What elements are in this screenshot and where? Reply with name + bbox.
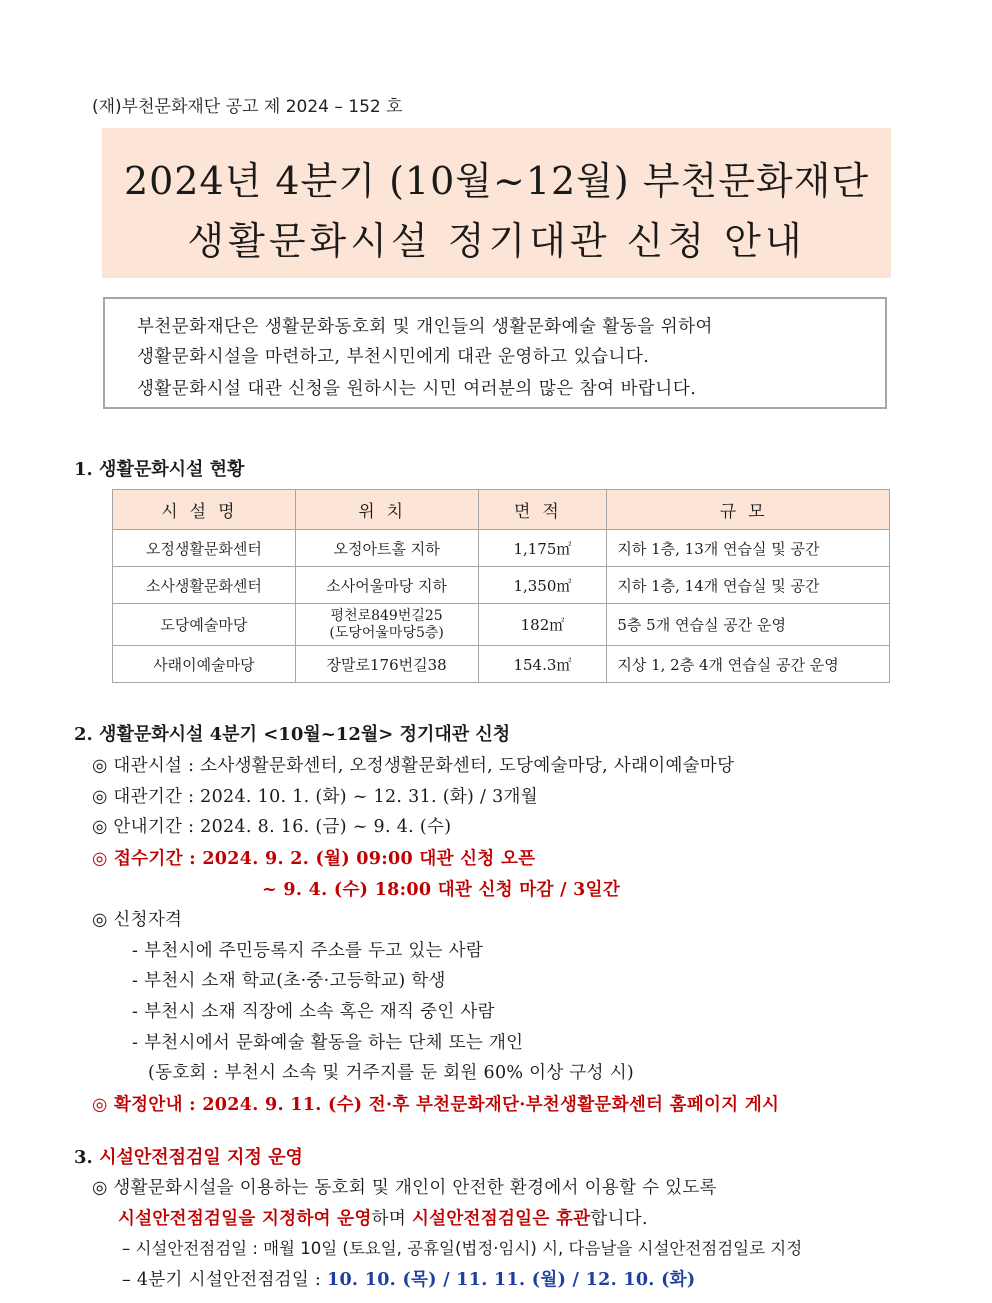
title-line-2: 생활문화시설 정기대관 신청 안내 bbox=[187, 219, 806, 263]
facility-area: 1,350㎡ bbox=[478, 567, 607, 604]
facility-area: 154.3㎡ bbox=[478, 646, 607, 683]
facility-scale: 지상 1, 2층 4개 연습실 공간 운영 bbox=[607, 646, 890, 683]
header-location: 위치 bbox=[295, 490, 478, 530]
facility-area: 182㎡ bbox=[478, 604, 607, 646]
confirmation-notice: ◎ 확정안내 : 2024. 9. 11. (수) 전·후 부천문화재단·부천생활문화센터 홈페이지 게시 bbox=[92, 1095, 780, 1115]
table-row bbox=[113, 604, 890, 646]
facility-location-line-2: (도당어울마당5층) bbox=[329, 624, 444, 641]
intro-line-2: 생활문화시설을 마련하고, 부천시민에게 대관 운영하고 있습니다. bbox=[137, 347, 650, 367]
intro-box bbox=[103, 297, 887, 409]
header-area: 면적 bbox=[478, 490, 607, 530]
safety-closure-line bbox=[118, 1205, 648, 1230]
table-header-row bbox=[113, 490, 890, 530]
safety-end-text: 합니다. bbox=[590, 1209, 648, 1229]
facility-scale: 5층 5개 연습실 공간 운영 bbox=[607, 604, 890, 646]
intro-line-1: 부천문화재단은 생활문화동호회 및 개인들의 생활문화예술 활동을 위하여 bbox=[137, 317, 713, 337]
intro-line-3: 생활문화시설 대관 신청을 원하시는 시민 여러분의 많은 참여 바랍니다. bbox=[137, 379, 697, 399]
facility-table bbox=[112, 489, 890, 683]
section-2-title: 2. 생활문화시설 4분기 <10월~12월> 정기대관 신청 bbox=[74, 724, 511, 745]
rental-period: ◎ 대관기간 : 2024. 10. 1. (화) ~ 12. 31. (화) / 3개월 bbox=[92, 787, 538, 807]
facility-name: 소사생활문화센터 bbox=[113, 567, 296, 604]
facility-name: 도당예술마당 bbox=[113, 604, 296, 646]
facility-location: 소사어울마당 지하 bbox=[295, 567, 478, 604]
safety-intro: ◎ 생활문화시설을 이용하는 동호회 및 개인이 안전한 환경에서 이용할 수 있도록 bbox=[92, 1178, 717, 1198]
safety-dates-line bbox=[122, 1266, 695, 1291]
safety-schedule-rule: – 시설안전점검일 : 매월 10일 (토요일, 공휴일(법정·임시) 시, 다음날을 시설안전점검일로 지정 bbox=[122, 1239, 803, 1258]
title-banner bbox=[102, 128, 891, 278]
table-row bbox=[113, 646, 890, 683]
facility-name: 오정생활문화센터 bbox=[113, 530, 296, 567]
notice-number: (재)부천문화재단 공고 제 2024 – 152 호 bbox=[92, 97, 403, 117]
facility-location bbox=[295, 604, 478, 646]
facility-area: 1,175㎡ bbox=[478, 530, 607, 567]
facility-location: 장말로176번길38 bbox=[295, 646, 478, 683]
eligibility-item: - 부천시 소재 직장에 소속 혹은 재직 중인 사람 bbox=[132, 1002, 495, 1022]
safety-closure: 시설안전점검일은 휴관 bbox=[411, 1209, 591, 1229]
eligibility-item: - 부천시에서 문화예술 활동을 하는 단체 또는 개인 bbox=[132, 1033, 524, 1053]
reception-deadline: ~ 9. 4. (수) 18:00 대관 신청 마감 / 3일간 bbox=[262, 880, 621, 900]
section-3-title-text: 시설안전점검일 지정 운영 bbox=[99, 1147, 303, 1168]
facility-scale: 지하 1층, 13개 연습실 및 공간 bbox=[607, 530, 890, 567]
facility-location-line-1: 평천로849번길25 bbox=[330, 607, 443, 624]
reception-period: ◎ 접수기간 : 2024. 9. 2. (월) 09:00 대관 신청 오픈 bbox=[92, 849, 536, 869]
header-scale: 규모 bbox=[607, 490, 890, 530]
header-name: 시설명 bbox=[113, 490, 296, 530]
section-3-title bbox=[74, 1143, 303, 1169]
title-line-1: 2024년 4분기 (10월~12월) 부천문화재단 bbox=[123, 159, 870, 203]
safety-designation: 시설안전점검일을 지정하여 운영 bbox=[118, 1209, 372, 1229]
eligibility-item: - 부천시 소재 학교(초·중·고등학교) 학생 bbox=[132, 971, 446, 991]
facility-scale: 지하 1층, 14개 연습실 및 공간 bbox=[607, 567, 890, 604]
facility-name: 사래이예술마당 bbox=[113, 646, 296, 683]
safety-dates: 10. 10. (목) / 11. 11. (월) / 12. 10. (화) bbox=[326, 1270, 696, 1290]
safety-mid-text: 하며 bbox=[371, 1209, 412, 1229]
eligibility-item: - 부천시에 주민등록지 주소를 두고 있는 사람 bbox=[132, 941, 484, 961]
rental-facilities: ◎ 대관시설 : 소사생활문화센터, 오정생활문화센터, 도당예술마당, 사래이예술마당 bbox=[92, 756, 735, 776]
eligibility-title: ◎ 신청자격 bbox=[92, 910, 183, 930]
section-3-number: 3. bbox=[74, 1147, 93, 1168]
safety-dates-label: – 4분기 시설안전점검일 : bbox=[122, 1270, 327, 1290]
facility-location: 오정아트홀 지하 bbox=[295, 530, 478, 567]
table-row bbox=[113, 530, 890, 567]
section-1-title: 1. 생활문화시설 현황 bbox=[74, 459, 245, 480]
eligibility-note: (동호회 : 부천시 소속 및 거주지를 둔 회원 60% 이상 구성 시) bbox=[148, 1063, 635, 1083]
table-row bbox=[113, 567, 890, 604]
guide-period: ◎ 안내기간 : 2024. 8. 16. (금) ~ 9. 4. (수) bbox=[92, 817, 452, 837]
